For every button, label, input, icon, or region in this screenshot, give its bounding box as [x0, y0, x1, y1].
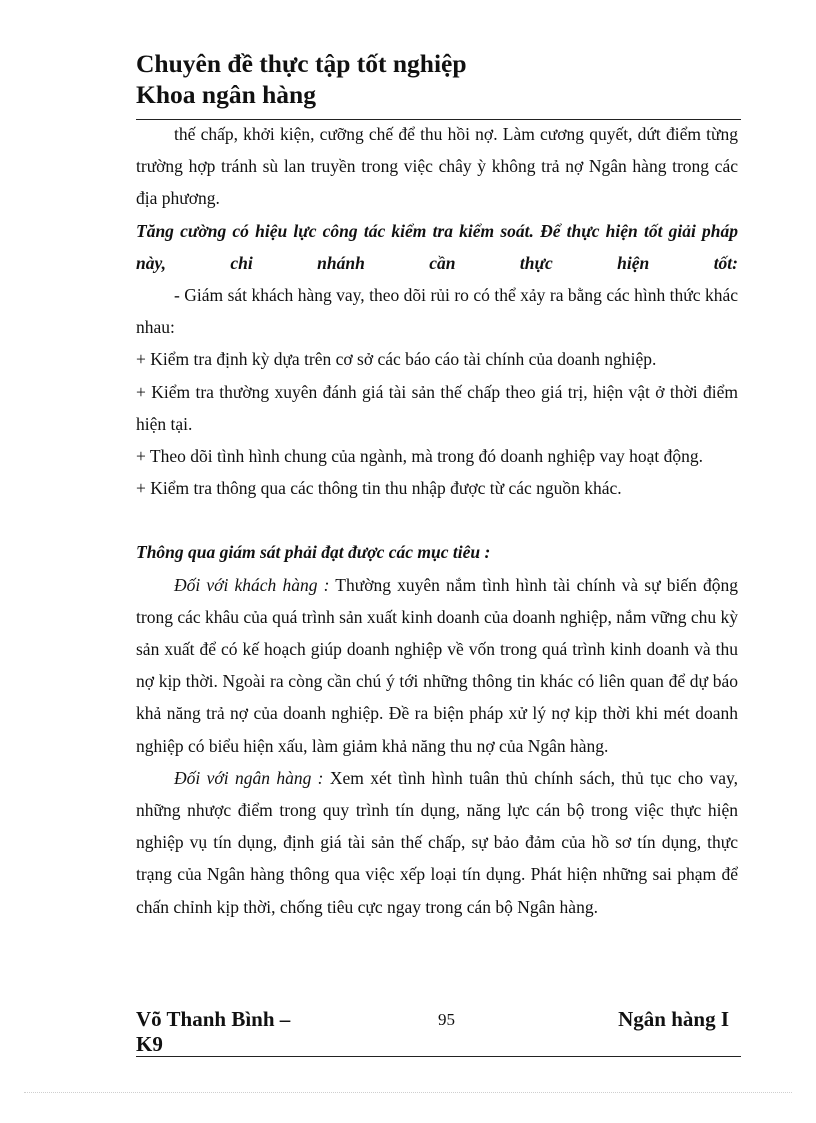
section-heading: Thông qua giám sát phải đạt được các mục tiêu :	[136, 542, 491, 563]
list-item: + Theo dõi tình hình chung của ngành, mà trong đó doanh nghiệp vay hoạt động.	[136, 446, 704, 467]
author-name: Võ Thanh Bình – K9	[136, 1007, 291, 1056]
paragraph	[136, 762, 738, 923]
page-header	[136, 48, 741, 110]
list-item: + Kiểm tra thông qua các thông tin thu nhập được từ các nguồn khác.	[136, 478, 622, 499]
page-number: 95	[438, 1010, 455, 1029]
footer-rule	[136, 1056, 741, 1057]
page-footer	[136, 1007, 741, 1059]
page-body	[136, 118, 738, 923]
paragraph: thế chấp, khởi kiện, cưỡng chế để thu hồi nợ. Làm cương quyết, dứt điểm từng trường hợp tránh sù lan truyền trong việc chây ỳ không trả nợ Ngân hàng trong các địa phương.	[136, 124, 738, 209]
class-name: Ngân hàng I	[618, 1007, 729, 1031]
section-heading: Tăng cường có hiệu lực công tác kiểm tra kiểm soát. Để thực hiện tốt giải pháp này, chi nhánh cần thực hiện tốt:	[136, 220, 738, 273]
paragraph-text: Thường xuyên nắm tình hình tài chính và sự biến động trong các khâu của quá trình sản xuất kinh doanh của doanh nghiệp, nắm vững chu kỳ sản xuất để có kế hoạch giúp doanh nghiệp về vốn trong quá trình kinh doanh và thu nợ kịp thời. Ngoài ra còng cần chú ý tới những thông tin khác có liên quan để dự báo khả năng trả nợ của doanh nghiệp. Đề ra biện pháp xử lý nợ kịp thời khi mét doanh nghiệp có biểu hiện xấu, làm giảm khả năng thu nợ của Ngân hàng.	[136, 574, 738, 756]
page-edge-divider	[24, 1092, 792, 1093]
paragraph	[136, 569, 738, 762]
list-item: + Kiểm tra thường xuyên đánh giá tài sản thế chấp theo giá trị, hiện vật ở thời điểm hiện tại.	[136, 381, 738, 434]
paragraph-lead-in: Đối với khách hàng :	[174, 574, 330, 595]
paragraph-text: Xem xét tình hình tuân thủ chính sách, thủ tục cho vay, những nhược điểm trong quy trình tín dụng, năng lực cán bộ trong việc thực hiện nghiệp vụ tín dụng, định giá tài sản thế chấp, sự bảo đảm của hồ sơ tín dụng, thực trạng của Ngân hàng thông qua việc xếp loại tín dụng. Phát hiện những sai phạm để chấn chỉnh kịp thời, chống tiêu cực ngay trong cán bộ Ngân hàng.	[136, 767, 738, 917]
paragraph: - Giám sát khách hàng vay, theo dõi rủi ro có thể xảy ra bằng các hình thức khác nhau:	[136, 285, 738, 338]
list-item: + Kiểm tra định kỳ dựa trên cơ sở các báo cáo tài chính của doanh nghiệp.	[136, 349, 657, 370]
blank-line	[136, 504, 738, 536]
department-name: Khoa ngân hàng	[136, 80, 316, 109]
document-title: Chuyên đề thực tập tốt nghiệp	[136, 49, 467, 78]
paragraph-lead-in: Đối với ngân hàng :	[174, 767, 324, 788]
